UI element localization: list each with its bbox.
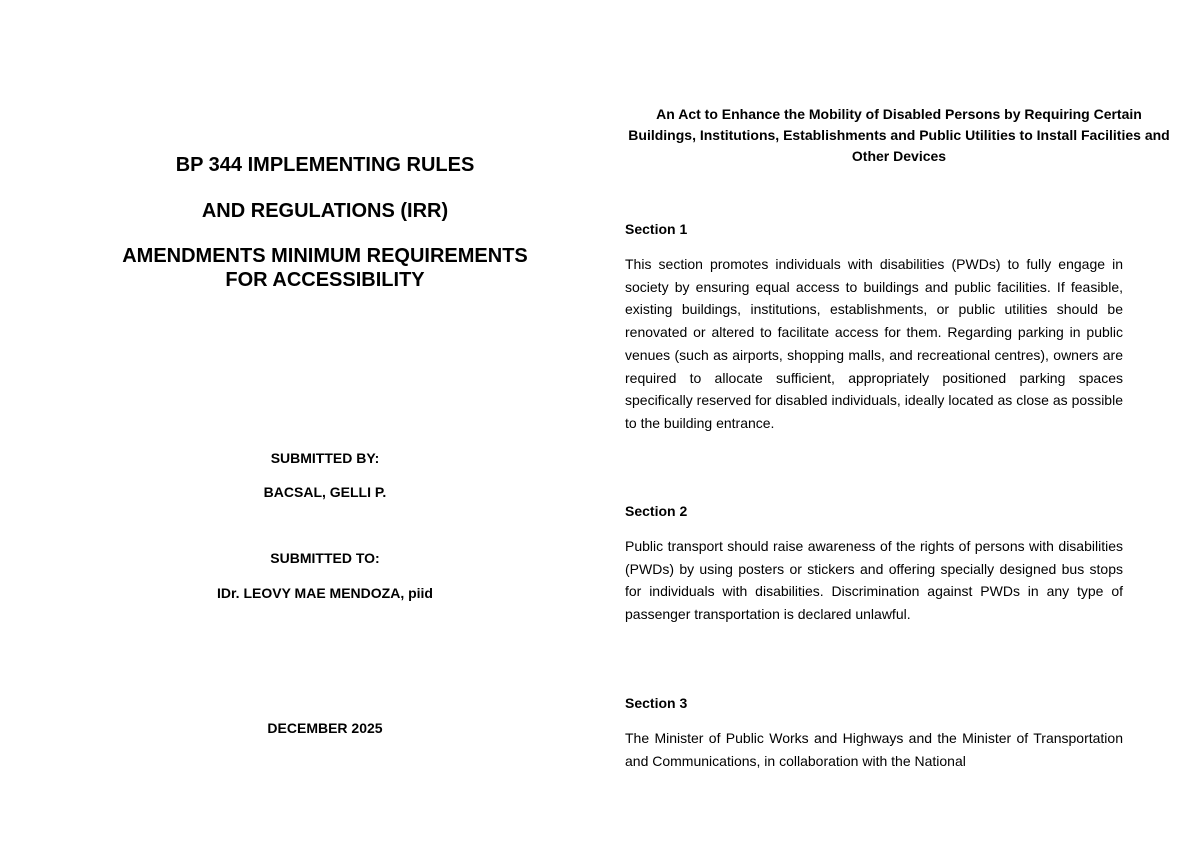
submission-date: DECEMBER 2025: [267, 720, 383, 736]
title-block-1: [50, 153, 600, 177]
act-title: An Act to Enhance the Mobility of Disabled Persons by Requiring Certain Buildings, Institutions, Establishments and Public Utilities to Install Facilities and Other Devices: [628, 106, 1170, 164]
section-1-heading: Section 1: [625, 221, 688, 237]
title-block-3: [50, 244, 600, 292]
submitted-by-label: SUBMITTED BY:: [270, 450, 380, 466]
section-3-body: The Minister of Public Works and Highways and the Minister of Transportation and Communications, in collaboration with the National: [625, 730, 1123, 769]
submitted-by-name: BACSAL, GELLI P.: [263, 484, 387, 500]
section-2-heading: Section 2: [625, 503, 688, 519]
submitted-to-name: IDr. LEOVY MAE MENDOZA, piid: [217, 585, 433, 601]
title-line-2: AND REGULATIONS (IRR): [201, 200, 449, 222]
title-block-2: [50, 199, 600, 223]
title-line-3b: FOR ACCESSIBILITY: [225, 269, 425, 291]
title-line-1: BP 344 IMPLEMENTING RULES: [175, 154, 475, 176]
content-page: [600, 0, 1200, 849]
submitted-to-label: SUBMITTED TO:: [270, 550, 380, 566]
section-3-heading: Section 3: [625, 695, 688, 711]
title-line-3a: AMENDMENTS MINIMUM REQUIREMENTS: [122, 245, 528, 267]
section-2-body: Public transport should raise awareness of the rights of persons with disabilities (PWDs) by using posters or stickers and offering specially designed bus stops for individuals with disabilities. Discrimination against PWDs in any type of passenger transportation is declared unlawful.: [625, 538, 1123, 623]
section-1-body: This section promotes individuals with disabilities (PWDs) to fully engage in society by ensuring equal access to buildings and public facilities. If feasible, existing buildings, institutions, establishments, or public utilities should be renovated or altered to facilitate access for them. Regarding parking in public venues (such as airports, shopping malls, and recreational centres), owners are required to allocate sufficient, appropriately positioned parking spaces specifically reserved for disabled individuals, ideally located as close as possible to the building entrance.: [625, 256, 1123, 431]
